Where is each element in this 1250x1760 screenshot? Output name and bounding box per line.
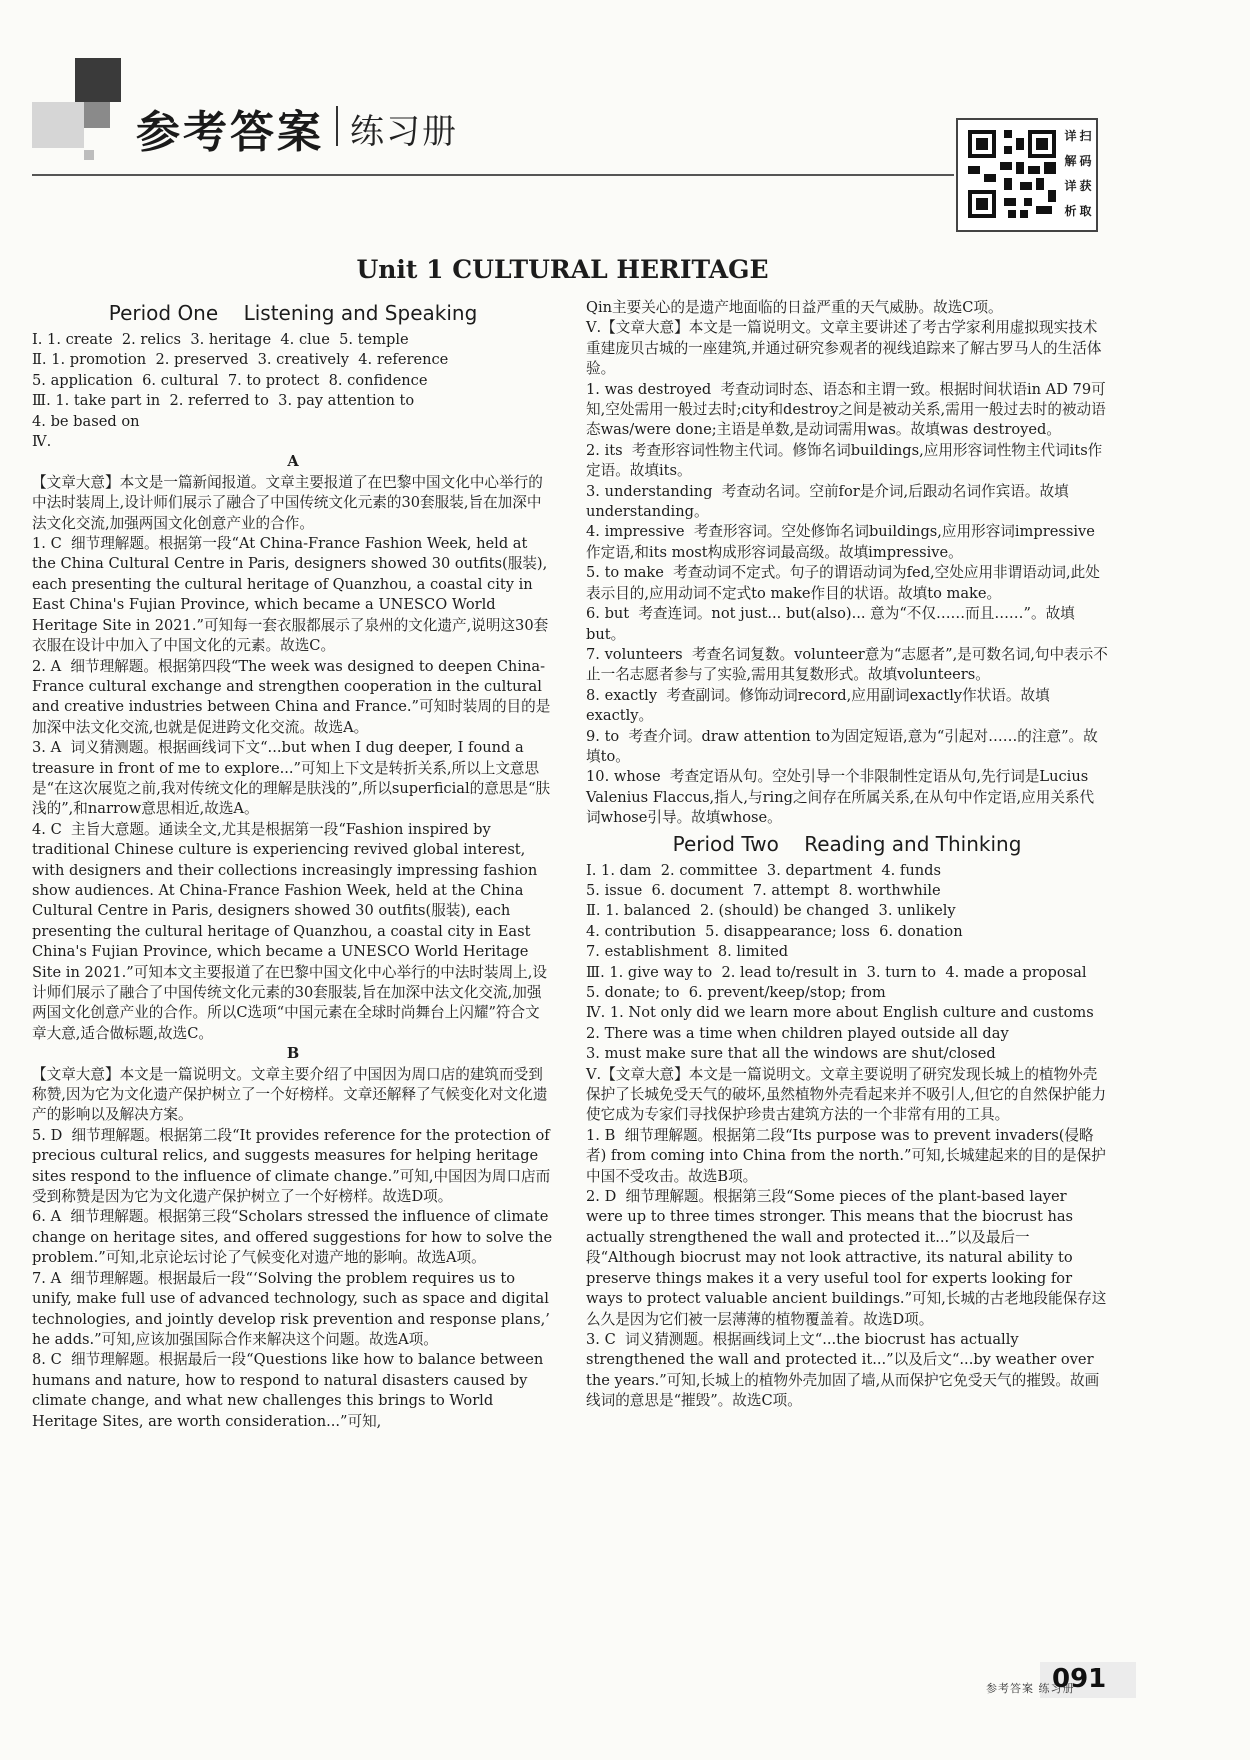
title-separator [336,106,338,146]
answer-paragraph: 4. contribution 5. disappearance; loss 6. donation [586,922,963,940]
answer-paragraph: Ⅲ. 1. give way to 2. lead to/result in 3. turn to 4. made a proposal 5. donate; to 6. prevent/keep/stop; from [586,963,1096,1001]
answer-paragraph: 1. was destroyed 考查动词时态、语态和主谓一致。根据时间状语in AD 79可知,空处需用一般过去时;city和destroy之间是被动关系,需用一般过去时的被动语态was/were done;主语是单数,是动词需用was。故填was destroyed。 [586,380,1106,439]
answer-paragraph: Ⅱ. 1. balanced 2. (should) be changed 3. unlikely [586,902,956,920]
answer-paragraph: 4. be based on [32,412,140,430]
section-heading: Period Two Reading and Thinking [672,831,1022,856]
answer-paragraph: 1. B 细节理解题。根据第二段“Its purpose was to prevent invaders(侵略者) from coming into China from the north.”可知,长城建起来的目的是保护中国不受攻击。故选B项。 [586,1126,1106,1185]
footer-label: 参考答案 练习册 [986,1682,1075,1695]
answer-paragraph: Ⅴ.【文章大意】本文是一篇说明文。文章主要说明了研究发现长城上的植物外壳保护了长城免受天气的破坏,虽然植物外壳看起来并不吸引人,但它的自然保护能力使它成为专家们寻找保护珍贵古建筑方法的一个非常有用的工具。 [586,1065,1107,1124]
qr-caption-col-left: 详 解 详 析 [1064,129,1077,218]
header-decoration-light [32,102,84,148]
answer-paragraph: 【文章大意】本文是一篇新闻报道。文章主要报道了在巴黎中国文化中心举行的中法时装周上,设计师们展示了融合了中国传统文化元素的30套服装,旨在加深中法文化交流,加强两国文化创意产业的合作。 [32,473,543,532]
answer-paragraph: 5. issue 6. document 7. attempt 8. worthwhile [586,881,941,899]
answer-paragraph: 2. There was a time when children played outside all day [586,1024,1009,1042]
answer-paragraph: 3. C 词义猜测题。根据画线词上文“...the biocrust has actually strengthened the wall and protected it...”以及后文“...by weather over the years.”可知,长城上的植物外壳加固了墙,从而保护它免受天气的摧毁。故画线词的意思是“摧毁”。故选C项。 [586,1330,1100,1410]
answer-paragraph: 2. its 考查形容词性物主代词。修饰名词buildings,应用形容词性物主代词its作定语。故填its。 [586,441,1103,480]
answer-paragraph: 【文章大意】本文是一篇说明文。文章主要介绍了中国因为周口店的建筑而受到称赞,因为它为文化遗产保护树立了一个好榜样。文章还解释了气候变化对文化遗产的影响以及解决方案。 [32,1065,548,1124]
header-decoration-small [84,150,94,160]
answer-paragraph: 3. must make sure that all the windows are shut/closed [586,1045,996,1063]
answer-paragraph: 6. A 细节理解题。根据第三段“Scholars stressed the influence of climate change on heritage sites, and offered suggestions for how to solve the problem.”可知,北京论坛讨论了气候变化对遗产地的影响。故选A项。 [32,1208,557,1267]
page-number: 091 [1052,1664,1107,1694]
answer-paragraph: 4. C 主旨大意题。通读全文,尤其是根据第一段“Fashion inspired by traditional Chinese culture is experiencing revived global interest, with designers and their collections increasingly impressing fashion show audiences. At China-France Fashion Week, held at the China Cultural Centre in Paris, designers showed 30 outfits(服装), each presenting the cultural heritage of Quanzhou, a coastal city in East China's Fujian Province, which became a UNESCO World Heritage Site in 2021.”可知本文主要报道了在巴黎中国文化中心举行的中法时装周上,设计师们展示了融合了中国传统文化元素的30套服装,旨在加深中法文化交流,加强两国文化创意产业的合作。所以C选项“中国元素在全球时尚舞台上闪耀”符合文章大意,适合做标题,故选C。 [32,820,548,1042]
answer-paragraph: Ⅳ. [32,433,52,451]
page-subtitle: 练习册 [350,112,458,152]
answer-paragraph: 10. whose 考查定语从句。空处引导一个非限制性定语从句,先行词是Lucius Valenius Flaccus,指人,与ring之间存在所属关系,在从句中作定语,应用关系代词whose引导。故填whose。 [586,768,1095,827]
answer-column-left [32,298,557,1432]
qr-code-panel[interactable] [956,118,1098,232]
answer-paragraph: Ⅴ.【文章大意】本文是一篇说明文。文章主要讲述了考古学家利用虚拟现实技术重建庞贝古城的一座建筑,并通过研究参观者的视线追踪来了解古罗马人的生活体验。 [586,319,1102,378]
answer-paragraph: 9. to 考查介词。draw attention to为固定短语,意为“引起对……的注意”。故填to。 [586,727,1098,765]
answer-paragraph: 6. but 考查连词。not just... but(also)... 意为“不仅……而且……”。故填but。 [586,605,1075,643]
answer-paragraph: 8. C 细节理解题。根据最后一段“Questions like how to balance between humans and nature, how to respond to natural disasters caused by climate change, and what new challenges this brings to World Heritage Sites, are worth consideration...”可知, [32,1351,548,1430]
answer-paragraph: 1. C 细节理解题。根据第一段“At China-France Fashion Week, held at the China Cultural Centre in Paris, designers showed 30 outfits(服装), each presenting the cultural heritage of Quanzhou, a coastal city in East China's Fujian Province, which became a UNESCO World Heritage Site in 2021.”可知每一套衣服都展示了泉州的文化遗产,说明这30套衣服在设计中加入了中国文化的元素。故选C。 [32,535,552,655]
answer-paragraph: Ⅰ. 1. dam 2. committee 3. department 4. funds [586,861,941,879]
answer-paragraph: 3. understanding 考查动名词。空前for是介词,后跟动名词作宾语。故填understanding。 [586,482,1069,521]
answer-paragraph: Ⅳ. 1. Not only did we learn more about English culture and customs [586,1004,1094,1022]
answer-paragraph: 4. impressive 考查形容词。空处修饰名词buildings,应用形容词impressive作定语,和its most构成形容词最高级。故填impressive。 [586,523,1095,561]
answer-paragraph: 3. A 词义猜测题。根据画线词下文“...but when I dug deeper, I found a treasure in front of me to explore...”可知上下文是转折关系,所以上文意思是“在这次展览之前,我对传统文化的理解是肤浅的”,所以superficial的意思是“肤浅的”,和narrow意思相近,故选A。 [32,739,551,818]
unit-title: Unit 1 CULTURAL HERITAGE [356,255,769,284]
answer-paragraph: 5. application 6. cultural 7. to protect 8. confidence [32,371,428,389]
section-heading: Period One Listening and Speaking [108,301,478,325]
header-decoration-dark [75,58,121,102]
passage-label: A [287,453,299,471]
answer-paragraph: Ⅰ. 1. create 2. relics 3. heritage 4. clue 5. temple [32,331,409,348]
answer-paragraph: 2. D 细节理解题。根据第三段“Some pieces of the plant-based layer were up to three times stronger. This means that the biocrust has actually strengthened the wall and protected it...”以及最后一段“Although biocrust may not look attractive, its natural ability to preserve things makes it a very useful tool for experts looking for ways to protect valuable ancient buildings.”可知,长城的古老地段能保存这么久是因为它们被一层薄薄的植物覆盖着。故选D项。 [586,1188,1107,1328]
qr-code-icon[interactable] [964,126,1060,222]
answer-paragraph: Ⅲ. 1. take part in 2. referred to 3. pay attention to [32,392,415,410]
answer-paragraph: 7. volunteers 考查名词复数。volunteer意为“志愿者”,是可数名词,句中表示不止一名志愿者参与了实验,需用其复数形式。故填volunteers。 [586,645,1108,684]
answer-paragraph: 7. establishment 8. limited [586,943,789,961]
header-rule [32,174,954,176]
answer-paragraph: 7. A 细节理解题。根据最后一段“‘Solving the problem requires us to unify, make full use of advanced technology, such as space and digital technologies, and jointly develop risk prevention and response plans,’ he adds.”可知,应该加强国际合作来解决这个问题。故选A项。 [32,1269,555,1348]
qr-caption-col-right: 扫 码 获 取 [1079,129,1092,218]
answer-paragraph: 5. D 细节理解题。根据第二段“It provides reference for the protection of precious cultural relics, and suggests measures for helping heritage sites respond to the influence of climate change.”可知,中国因为周口店而受到称赞是因为它为文化遗产保护树立了一个好榜样。故选D项。 [32,1126,555,1206]
passage-label: B [286,1045,300,1063]
answer-column-right [586,298,1108,1412]
page-title: 参考答案 [136,107,324,158]
answer-paragraph: 8. exactly 考查副词。修饰动词record,应用副词exactly作状语。故填exactly。 [586,686,1050,725]
header-decoration-mid [84,102,110,128]
answer-paragraph: 2. A 细节理解题。根据第四段“The week was designed to deepen China-France cultural exchange and strengthen cooperation in the cultural and creative industries between China and France.”可知时装周的目的是加深中法文化交流,也就是促进跨文化交流。故选A。 [32,657,551,736]
qr-caption [1064,124,1092,224]
answer-paragraph: 5. to make 考查动词不定式。句子的谓语动词为fed,空处应用非谓语动词,此处表示目的,应用动词不定式to make作目的状语。故填to make。 [586,564,1100,602]
answer-paragraph: Ⅱ. 1. promotion 2. preserved 3. creatively 4. reference [32,351,449,369]
answer-paragraph: Qin主要关心的是遗产地面临的日益严重的天气威胁。故选C项。 [586,299,1003,316]
